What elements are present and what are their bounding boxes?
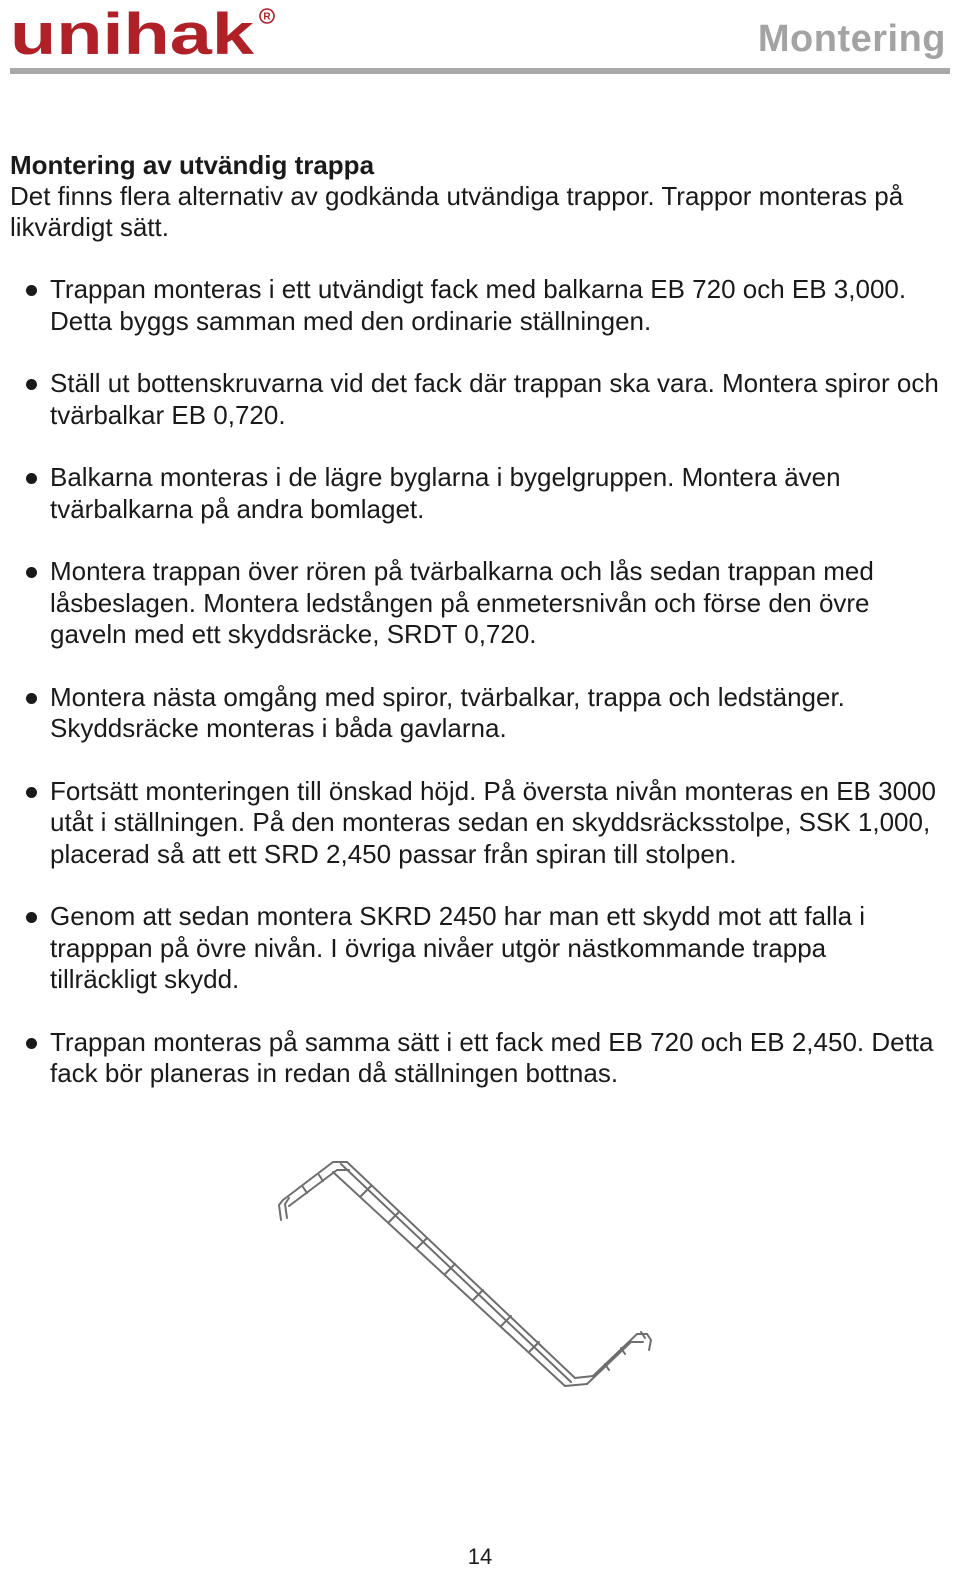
list-item <box>10 682 940 745</box>
bullet-icon <box>26 379 37 390</box>
logo-wordmark: unihak <box>10 6 255 58</box>
bullet-icon <box>26 473 37 484</box>
list-item-text: Balkarna monteras i de lägre byglarna i bygelgruppen. Montera även tvärbalkarna på andra bomlaget. <box>50 462 841 524</box>
page-header <box>0 0 960 80</box>
bullet-icon <box>26 285 37 296</box>
list-item <box>10 274 940 337</box>
stair-illustration <box>275 1150 675 1405</box>
list-item-text: Trappan monteras på samma sätt i ett fack med EB 720 och EB 2,450. Detta fack bör planeras in redan då ställningen bottnas. <box>50 1026 934 1088</box>
list-item-text: Montera trappan över rören på tvärbalkarna och lås sedan trappan med låsbeslagen. Montera ledstången på enmetersnivån och förse den övre gaveln med ett skyddsräcke, SRDT 0,720. <box>50 556 874 649</box>
unihak-logo <box>8 6 278 63</box>
list-item <box>10 1027 940 1090</box>
instruction-list <box>10 274 940 1090</box>
svg-text:R: R <box>263 11 271 23</box>
list-item <box>10 462 940 525</box>
page-number: 14 <box>467 1544 493 1569</box>
header-divider <box>10 68 950 74</box>
bullet-icon <box>26 912 37 923</box>
intro-paragraph: Det finns flera alternativ av godkända utvändiga trappor. Trappor monteras på likvärdigt sätt. <box>10 181 904 242</box>
list-item <box>10 368 940 431</box>
main-content <box>10 150 940 1121</box>
list-item <box>10 901 940 996</box>
list-item <box>10 556 940 651</box>
bullet-icon <box>26 567 37 578</box>
list-item <box>10 776 940 871</box>
list-item-text: Montera nästa omgång med spiror, tvärbalkar, trappa och ledstänger. Skyddsräcke monteras i båda gavlarna. <box>50 681 845 743</box>
bullet-icon <box>26 693 37 704</box>
list-item-text: Genom att sedan montera SKRD 2450 har man ett skydd mot att falla i trapppan på övre nivån. I övriga nivåer utgör nästkommande trappa tillräckligt skydd. <box>50 901 866 994</box>
list-item-text: Trappan monteras i ett utvändigt fack med balkarna EB 720 och EB 3,000. Detta byggs samman med den ordinarie ställningen. <box>50 274 907 336</box>
section-title: Montering <box>757 18 946 60</box>
bullet-icon <box>26 1038 37 1049</box>
section-heading: Montering av utvändig trappa <box>10 150 375 180</box>
list-item-text: Ställ ut bottenskruvarna vid det fack där trappan ska vara. Montera spiror och tvärbalkar EB 0,720. <box>50 368 939 430</box>
bullet-icon <box>26 787 37 798</box>
list-item-text: Fortsätt monteringen till önskad höjd. På översta nivån monteras en EB 3000 utåt i ställningen. På den monteras sedan en skyddsräcksstolpe, SSK 1,000, placerad så att ett SRD 2,450 passar från spiran till stolpen. <box>50 775 936 869</box>
